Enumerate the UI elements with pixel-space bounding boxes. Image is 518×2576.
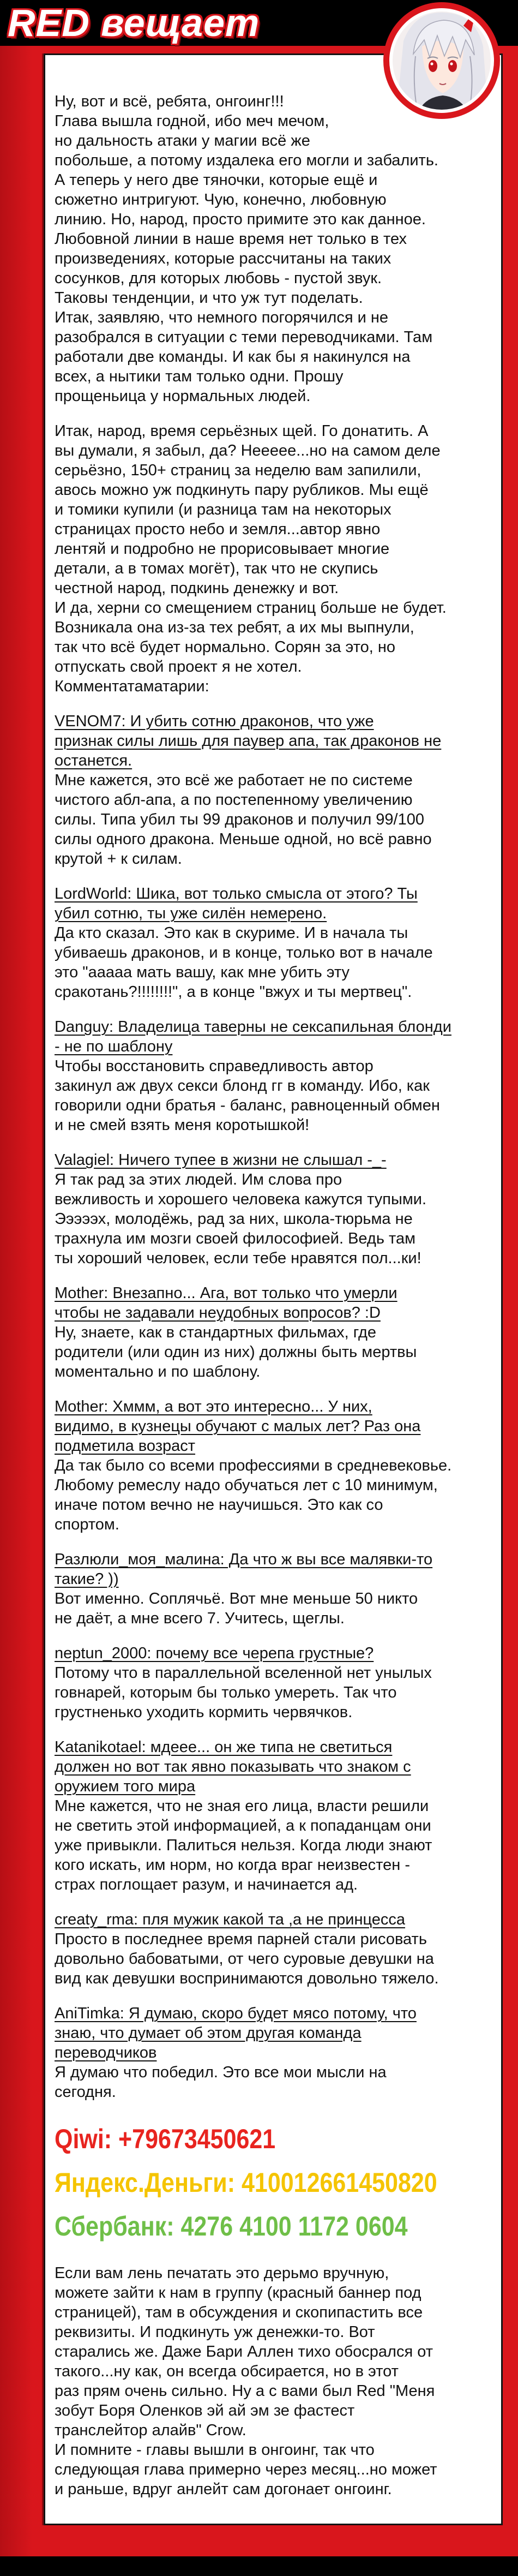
quote-line: Katanikotael: мдеее... он же типа не светиться <box>55 1738 393 1756</box>
reply-line: Любому ремеслу надо обучаться лет с 10 минимум, <box>55 1477 438 1494</box>
reply-line: говорили одни братья - баланс, равноценный обмен <box>55 1097 440 1114</box>
quote-line: должен но вот так явно показывать что знаком с <box>55 1758 411 1776</box>
intro-line: произведениях, которые рассчитаны на таких <box>55 250 391 267</box>
reader-comment-quote <box>55 1910 492 1929</box>
reader-comment-quote <box>55 712 492 770</box>
quote-line: VENOM7: И убить сотню драконов, что уже <box>55 713 374 730</box>
reader-comment-quote <box>55 1397 492 1456</box>
reply-line: сракотань?!!!!!!!!", а в конце "вжух и ты мертвец". <box>55 983 412 1001</box>
reader-comment-quote <box>55 1550 492 1589</box>
intro-line: побольше, а потому издалека его могли и забалить. <box>55 152 438 169</box>
reply-line: не даёт, а мне всего 7. Учитесь, щеглы. <box>55 1610 345 1627</box>
anime-girl-avatar-icon <box>383 2 501 119</box>
comment-item <box>55 1643 492 1722</box>
comment-item <box>55 1550 492 1628</box>
reply-line: Я так рад за этих людей. Им слова про <box>55 1171 342 1188</box>
intro-line: всех, а нытики там только одни. Прошу <box>55 368 344 385</box>
intro-line: Ну, вот и всё, ребята, онгоинг!!! <box>55 93 284 110</box>
reply-line: ты хороший человек, если тебе нравятся пол...ки! <box>55 1250 421 1267</box>
comment-item <box>55 1283 492 1382</box>
reply-line: это "ааааа мать вашу, как мне убить эту <box>55 964 350 981</box>
reply-line: уже привыкли. Палиться нельзя. Когда люди знают <box>55 1837 432 1854</box>
translator-reply <box>55 1929 492 1988</box>
translator-reply <box>55 923 492 1002</box>
outro-line: зобут Боря Оленков эй ай эм зе фастест <box>55 2402 355 2419</box>
reply-line: крутой + к силам. <box>55 850 182 868</box>
reader-comment-quote <box>55 1283 492 1323</box>
reply-line: Я думаю что победил. Это все мои мысли на <box>55 2064 387 2081</box>
outro-line: И помните - главы вышли в онгоинг, так что <box>55 2441 375 2459</box>
reply-line: трахнула им мозги своей философией. Ведь там <box>55 1230 416 1247</box>
reply-line: кого искать, им норм, но когда враг неизвестен - <box>55 1856 410 1874</box>
reply-line: Вот именно. Соплячьё. Вот мне меньше 50 никто <box>55 1590 418 1607</box>
reply-line: вежливость и хорошего человека кажутся тупыми. <box>55 1191 427 1208</box>
reply-line: не светить этой информацией, а к попаданцам они <box>55 1817 431 1834</box>
reply-line: родители (или один из них) должны быть мертвы <box>55 1343 417 1361</box>
translator-reply <box>55 1056 492 1135</box>
translator-reply <box>55 1456 492 1534</box>
reply-line: Просто в последнее время парней стали рисовать <box>55 1930 427 1948</box>
outro-line: можете зайти к нам в группу (красный баннер под <box>55 2284 421 2302</box>
reply-line: Ну, знаете, как в стандартных фильмах, где <box>55 1324 377 1341</box>
translator-reply <box>55 1796 492 1894</box>
intro-line: линию. Но, народ, просто примите это как данное. <box>55 211 426 228</box>
comment-item <box>55 1017 492 1135</box>
donation-announcement-paragraph <box>55 421 492 696</box>
post-content <box>45 55 501 2499</box>
reply-line: сегодня. <box>55 2083 116 2101</box>
outro-line: такого...ну как, он всегда обсирается, но в этот <box>55 2363 399 2380</box>
quote-line: neptun_2000: почему все черепа грустные? <box>55 1645 374 1662</box>
reply-line: закинул аж двух секси блонд гг в команду. Ибо, как <box>55 1077 430 1095</box>
reply-line: говнарей, которым бы только умереть. Так что <box>55 1684 397 1701</box>
comment-item <box>55 712 492 869</box>
outro-line: следующая глава примерно через месяц...но может <box>55 2461 437 2478</box>
quote-line: Mother: Внезапно... Ага, вот только что умерли <box>55 1284 397 1302</box>
reply-line: моментально и по шаблону. <box>55 1363 261 1380</box>
translator-reply <box>55 770 492 869</box>
outro-line: Если вам лень печатать это дерьмо вручную, <box>55 2264 389 2282</box>
quote-line: AniTimka: Я думаю, скоро будет мясо потому, что <box>55 2005 417 2022</box>
quote-line: Разлюли_моя_малина: Да что ж вы все малявки-то <box>55 1551 433 1568</box>
intro-line: сосунков, для которых любовь - пустой звук. <box>55 270 382 287</box>
quote-line: убил сотню, ты уже силён немерено. <box>55 905 327 922</box>
reply-line: убиваешь драконов, и в конце, только вот в начале <box>55 944 433 961</box>
intro-line: прощеньица у нормальных людей. <box>55 387 311 405</box>
comment-item <box>55 2004 492 2102</box>
announcement-line: серьёзно, 150+ страниц за неделю вам запилили, <box>55 462 421 479</box>
quote-line: останется. <box>55 752 132 769</box>
quote-line: такие? )) <box>55 1570 119 1588</box>
reader-comment-quote <box>55 884 492 923</box>
intro-line: Итак, заявляю, что немного погорячился и не <box>55 309 388 326</box>
translator-reply <box>55 1663 492 1722</box>
reader-comment-quote <box>55 1150 492 1170</box>
outro-line: старались же. Даже Бари Аллен тихо обосрался от <box>55 2343 433 2360</box>
post-card <box>44 53 503 2525</box>
comment-item <box>55 1910 492 1988</box>
quote-line: Mother: Хммм, а вот это интересно... У них, <box>55 1398 372 1415</box>
intro-line: А теперь у него две тяночки, которые ещё и <box>55 171 378 189</box>
announcement-line: Итак, народ, время серьёзных щей. Го донатить. А <box>55 422 429 440</box>
comments-list <box>55 712 492 2102</box>
reply-line: Потому что в параллельной вселенной нет унылых <box>55 1664 432 1682</box>
reader-comment-quote <box>55 1737 492 1796</box>
outro-line: и раньше, вдруг анлейт сам догонает онгоинг. <box>55 2481 392 2498</box>
outro-line: раз прям очень сильно. Ну а с вами был Red "Меня <box>55 2382 435 2400</box>
outro-paragraph <box>55 2263 492 2499</box>
announcement-line: отпускать свой проект я не хотел. <box>55 658 302 676</box>
intro-line: Глава вышла годной, ибо меч мечом, <box>55 112 329 130</box>
intro-line: работали две команды. И как бы я накинулся на <box>55 348 411 366</box>
announcement-line: и томики купили (и разница там на некоторых <box>55 501 391 518</box>
sberbank-card-line: Сбербанк: 4276 4100 1172 0604 <box>55 2211 408 2242</box>
quote-line: признак силы лишь для паувер апа, так драконов не <box>55 732 442 750</box>
outro-line: транслейтор алайв" Crow. <box>55 2422 246 2439</box>
reply-line: Да так было со всеми профессиями в средневековье. <box>55 1457 452 1474</box>
translator-reply <box>55 1170 492 1268</box>
announcement-line: И да, херни со смещением страниц больше не будет. <box>55 599 447 617</box>
intro-line: Таковы тенденции, и что уж тут поделать. <box>55 289 363 307</box>
reply-line: иначе потом вечно не научишься. Это как со <box>55 1496 383 1514</box>
reader-comment-quote <box>55 1017 492 1056</box>
quote-line: Danguy: Владелица таверны не сексапильная блонди <box>55 1018 451 1036</box>
reply-line: Чтобы восстановить справедливость автор <box>55 1057 374 1075</box>
footer-bar <box>0 2556 518 2576</box>
translator-reply <box>55 1589 492 1628</box>
translator-reply <box>55 1323 492 1382</box>
reply-line: довольно бабоватыми, от чего суровые девушки на <box>55 1950 434 1968</box>
reply-line: силы. Типа убил ты 99 драконов и получил 99/100 <box>55 811 425 828</box>
quote-line: подметила возраст <box>55 1437 196 1455</box>
announcement-line: честной народ, подкинь денежку и вот. <box>55 579 339 597</box>
announcement-line: лентяй и подробно не прорисовывает многие <box>55 540 390 558</box>
announcement-line: так что всё будет нормально. Сорян за это, но <box>55 638 396 656</box>
quote-line: оружием того мира <box>55 1778 196 1795</box>
outro-line: страницей), там в обсуждения и скопипастить все <box>55 2304 423 2321</box>
intro-line: но дальность атаки у магии всё же <box>55 132 310 150</box>
reply-line: и не смей взять меня коротышкой! <box>55 1116 310 1134</box>
reply-line: Мне кажется, это всё же работает не по системе <box>55 772 413 789</box>
quote-line: LordWorld: Шика, вот только смысла от этого? Ты <box>55 885 418 903</box>
intro-line: разобрался в ситуации с теми переводчиками. Там <box>55 328 433 346</box>
quote-line: чтобы не задавали неудобных вопросов? :D <box>55 1304 381 1322</box>
page-title: RED вещает <box>8 2 260 44</box>
quote-line: - не по шаблону <box>55 1038 173 1055</box>
announcement-line: вы думали, я забыл, да? Неееее...но на самом деле <box>55 442 441 459</box>
reply-line: страх поглощает разум, и начинается ад. <box>55 1876 358 1893</box>
announcement-line: авось можно уж подкинуть пару рубликов. Мы ещё <box>55 481 429 499</box>
intro-paragraph <box>55 92 492 406</box>
comment-item <box>55 1737 492 1894</box>
announcement-line: детали, а в томах могёт), так что не скупись <box>55 560 378 577</box>
reply-line: силы одного дракона. Меньше одной, но всё равно <box>55 830 432 848</box>
quote-line: знаю, что думает об этом другая команда <box>55 2024 362 2042</box>
reply-line: спортом. <box>55 1516 119 1533</box>
quote-line: Valagiel: Ничего тупее в жизни не слышал -_- <box>55 1151 387 1169</box>
reply-line: вид как девушки воспринимаются довольно тяжело. <box>55 1970 439 1987</box>
reply-line: Да кто сказал. Это как в скуриме. И в начала ты <box>55 924 408 942</box>
announcement-line: Возникала она из-за тех ребят, а их мы выпнули, <box>55 619 414 636</box>
announcement-line: Комментатаматарии: <box>55 678 209 695</box>
qiwi-wallet-line: Qiwi: +79673450621 <box>55 2124 276 2154</box>
comment-item <box>55 1397 492 1534</box>
yandex-money-line: Яндекс.Деньги: 410012661450820 <box>55 2167 437 2198</box>
reply-line: Мне кажется, что не зная его лица, власти решили <box>55 1797 429 1815</box>
comment-item <box>55 1150 492 1268</box>
intro-line: сюжетно интригуют. Чую, конечно, любовную <box>55 191 387 208</box>
reader-comment-quote <box>55 2004 492 2063</box>
reply-line: грустненько уходить кормить червячков. <box>55 1704 353 1721</box>
announcement-line: страницах просто небо и земля...автор явно <box>55 521 381 538</box>
outro-line: реквизиты. И подкинуть уж денежки-то. Вот <box>55 2323 375 2341</box>
reply-line: Эээээх, молодёжь, рад за них, школа-тюрьма не <box>55 1210 413 1228</box>
intro-line: Любовной линии в наше время нет только в тех <box>55 230 407 248</box>
quote-line: creaty_rma: пля мужик какой та ,а не принцесса <box>55 1911 405 1928</box>
translator-reply <box>55 2063 492 2102</box>
quote-line: переводчиков <box>55 2044 157 2061</box>
comment-item <box>55 884 492 1002</box>
quote-line: видимо, в кузнецы обучают с малых лет? Раз она <box>55 1418 421 1435</box>
reader-comment-quote <box>55 1643 492 1663</box>
donation-details <box>55 2117 492 2248</box>
avatar <box>383 2 501 119</box>
reply-line: чистого абл-апа, а по постепенному увеличению <box>55 791 413 809</box>
